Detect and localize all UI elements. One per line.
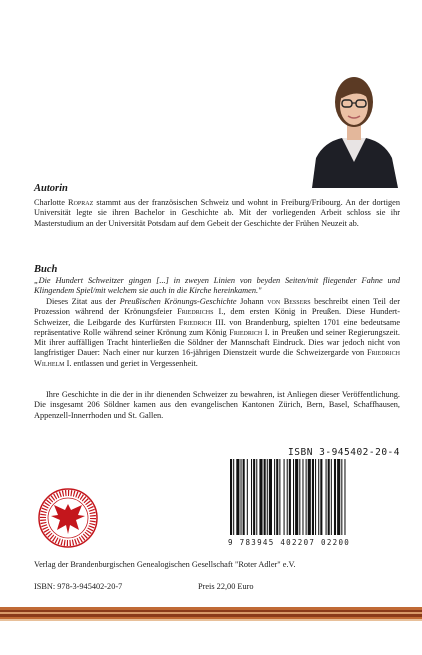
book-paragraph-1	[34, 297, 400, 369]
text: beschreibt einen Teil der Prozession während der Krönungsfeier	[34, 297, 400, 317]
text: I., dem ersten König in Preußen. Diese Hundert-Schweizer, die Leibgarde des Kurfürsten	[34, 307, 400, 327]
isbn-line: ISBN: 978-3-945402-20-7	[34, 582, 123, 591]
text: III. von Brandenburg, spielten 1701 eine bedeutsame repräsentative Rolle während seiner Krönung zum König	[34, 317, 400, 337]
society-logo	[38, 488, 98, 548]
text: I. in Preußen und seiner Regierungszeit. Mit ihrer auffälligen Tracht hinterließen die Söldner der Mannschaft Eindruck. Dies war jedoch nicht von langfristiger Dauer: Nach einer nur kurzen 16-jährigen Dienstzeit wurde die Schweizergarde von	[34, 327, 400, 358]
barcode-bars	[228, 459, 400, 535]
book-paragraph-2: Ihre Geschichte in die der in ihr dienenden Schweizer zu bewahren, ist Anliegen dieser Veröffentlichung. Die insgesamt 206 Söldner kamen aus den evangelischen Kantonen Zürich, Bern, Basel, Schaffhausen, Appenzell-Innerrhoden und St. Gallen.	[34, 390, 400, 420]
author-photo	[304, 66, 404, 188]
author-bio	[34, 198, 400, 229]
person-name: Friedrichs	[177, 307, 214, 317]
person-name: von Bessers	[267, 297, 311, 306]
text: I. entlassen und geriet in Vergessenheit.	[64, 358, 198, 368]
price-line: Preis 22,00 Euro	[198, 582, 254, 591]
text: Johann	[236, 297, 268, 306]
person-name: Friedrich Wilhelm	[34, 348, 400, 368]
person-name: Friedrich	[178, 317, 212, 327]
red-eagle-seal-icon	[38, 488, 98, 548]
author-heading: Autorin	[34, 183, 68, 194]
book-title-ref: Preußischen Krönungs-Geschichte	[119, 297, 237, 306]
barcode-isbn-label: ISBN 3-945402-20-4	[288, 447, 400, 458]
book-quote: „Die Hundert Schweitzer gingen [...] in zweyen Linien von beyden Seiten/mit fliegender Fahne und Klingendem Spiel/mit welchem sie auch in die Kirche hereinkamen."	[34, 276, 400, 296]
barcode-digits: 9 783945 402207 02200	[228, 538, 351, 547]
bio-text: Charlotte	[34, 198, 69, 207]
author-portrait-image	[304, 66, 404, 188]
author-name: Ropraz	[68, 198, 94, 207]
bio-text: stammt aus der französischen Schweiz und wohnt in Freiburg/Fribourg. An der dortigen Universität legte sie ihren Bachelor in Geschichte ab. Mit der vorliegenden Arbeit schloss sie ihr Masterstudium an der Universität Potsdam auf dem Gebeit der Geschichte der Frühen Neuzeit ab.	[34, 198, 401, 228]
publisher-line: Verlag der Brandenburgischen Genealogischen Gesellschaft "Roter Adler" e.V.	[34, 560, 296, 569]
decorative-stripes	[0, 607, 422, 655]
person-name: Friedrich	[229, 327, 263, 337]
book-heading: Buch	[34, 264, 58, 275]
text: Dieses Zitat aus der	[46, 297, 120, 306]
isbn-barcode	[228, 447, 400, 547]
